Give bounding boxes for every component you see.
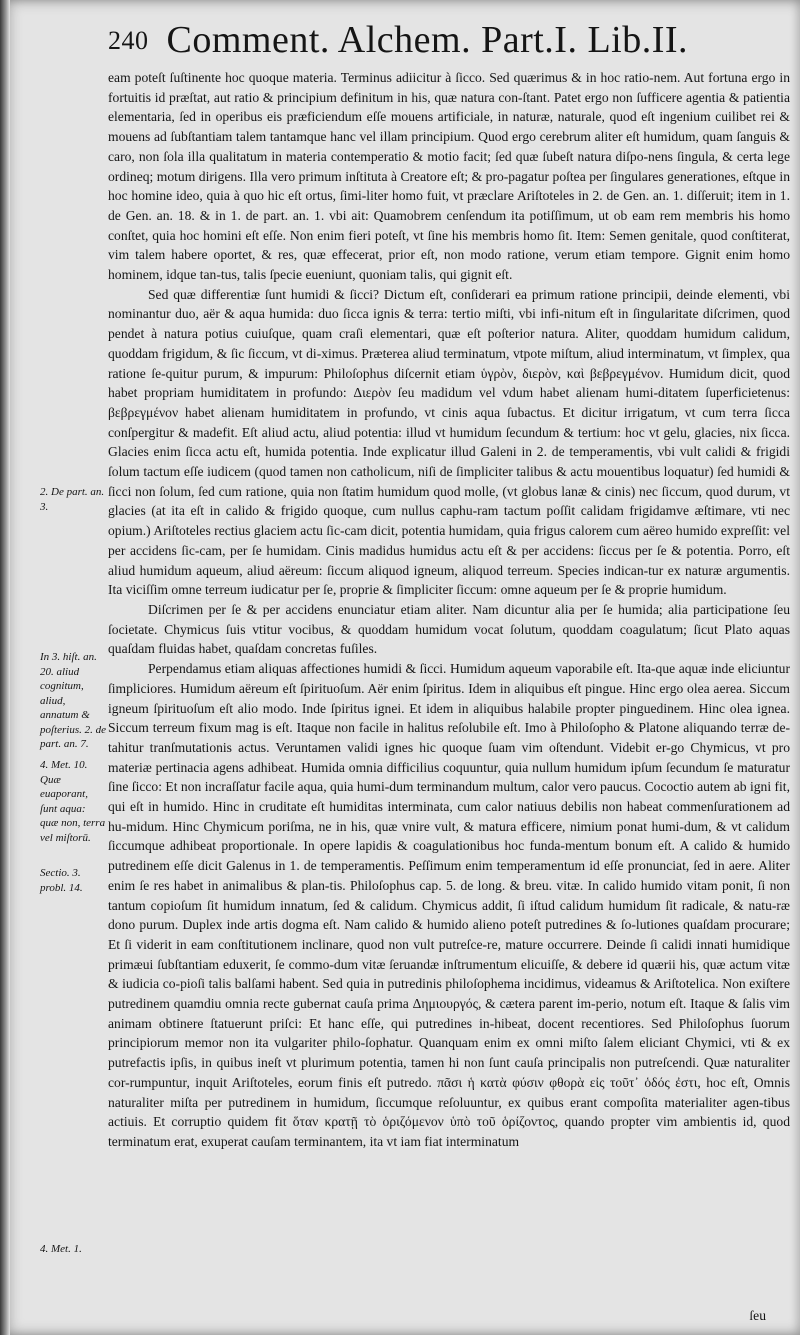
margin-note: In 3. hiſt. an. 20. aliud cognitum, aliud, annatum & poſterius. 2. de part. an. 7.	[40, 651, 106, 750]
margin-note: Sectio. 3. probl. 14.	[40, 867, 83, 894]
margin-note: 2. De part. an. 3.	[40, 486, 105, 513]
paragraph-4: Perpendamus etiam aliquas affectiones humidi & ſicci. Humidum aqueum vaporabile eſt. Ita-que aquæ inde eliciuntur ſimpliciores. Humidum aëreum eſt ſpirituoſum. Aër enim ſpiritus. Idem in aliquibus eſt pingue. Hinc ergo olea aerea. Siccum igneum ſpirituoſum eſt alio modo. Inde ſpiritus ignei. Et idem in aliquibus halabile propter pinguedinem. Hinc olea ignea. Siccum terreum fixum mag is eſt. Itaque non facile in halitus reſolubile eſt. Imo à Philoſopho & Platone aliquando terræ de-tahitur tranſmutationis actus. Veruntamen validi ignes hic quoque ſuam vim oſtendunt. Videbit er-go Chymicus, vt pro materiæ pertinacia agens adhibeat. Humida omnia difficilius coquuntur, quia nullum humidum ipſum ſecundum ſe maturatur ſine ſicco: Et non incraſſatur facile aqua, quia humi-dum terminandum multum, calor vero paucus. Cococtio autem ab igni fit, qui eſt in humido. Hinc in cruditate eſt humiditas interminata, cum calor natiuus debilis non habeat commenſurationem ad hu-midum. Hinc Chymicum poriſma, ne in his, quæ vnire vult, & matura efficere, nimium ponat humi-dum, & vt calidum ſiccumque adhibeat proportionale. In opere lapidis & coagulationibus hoc funda-mentum bonum eſt. A calido & humido putredinem eſſe dicit Galenus in 1. de temperamentis. Peſſimum enim temperamentum id eſſe pronunciat, ſed in aere. Aliter enim ſe res habet in animalibus & plan-tis. Philoſophus cap. 5. de long. & breu. vitæ. In calido humido vitam ponit, ſi non tantum copioſum ſit humidum innatum, ſed & calidum. Chymicus addit, ſi iſtud calidum humidum ſit radicale, & natu-ræ dono purum. Duplex inde artis dogma eſt. Nam calido & humido alieno poteſt putredines & ſo-lutiones quaſdam procurare; Et ſi viderit in eam conſtitutionem inclinare, quod non vult putreſce-re, mature occurrere. Deinde ſi calidi innati humidique primæui ſubſtantiam eduxerit, ſe commo-dum vitæ ſeruandæ inſtrumentum elicuiſſe, & debere id quærii his, quæ actum vitæ & iudicia co-pioſi talis balſami habent. Sed quia in putredinis philoſophema incidimus, videamus & Ariſtotelica. Non exiſtere putredinem quamdiu omnia recte gubernat cauſa prima Δημιουργός, & cætera parent im-perio, notum eſt. Itaque & ſalis vim animam obtinere ſtatuerunt priſci: Et hanc eſſe, qui putredines in-hibeat, docent recentiores. Sed Philoſophus ſuorum principiorum memor non ita vulgariter philo-ſophatur. Quanquam enim ex omni miſto ſalem eliciant Chymici, vti & ex putrefactis ipſis, in quibus ineſt vt plurimum potentia, tamen hi non ſunt cauſa principalis non putreſcendi. Quæ naturaliter cor-rumpuntur, inquit Ariſtoteles, eorum finis eſt putredo. πᾶσι ἡ κατὰ φύσιν φθορὰ εἰς τοῦτ᾽ ὁδός ἐστι, hoc eſt, Omnis naturaliter miſta per putredinem in humidum, ſiccumque reſoluuntur, ex quibus erant compoſita materialiter agen-tibus actiuis. Et corruptio quidem fit ὅταν κρατῇ τὸ ὁριζόμενον ὑπὸ τοῦ ὁρίζοντος, quando propter vim ambientis id, quod terminatum erat, exuperat cauſam terminantem, ita vt iam fiat interminatum	[108, 661, 790, 1149]
paragraph-3: Diſcrimen per ſe & per accidens enunciatur etiam aliter. Nam dicuntur alia per ſe humida; alia participatione ſeu ſocietate. Chymicus ſuis vtitur vocibus, & quoddam humidum vocat ſolutum, quoddam coagulatum; ſicut Plato aquas quaſdam fluidas habet, quaſdam concretas fuſiles.	[108, 601, 790, 657]
running-header	[108, 18, 788, 64]
paragraph-2: Sed quæ differentiæ ſunt humidi & ſicci? Dictum eſt, conſiderari ea primum ratione principii, deinde elementi, vbi nominantur duo, aër & aqua humida: duo ſicca ignis & terra: tertio miſti, vbi infi-nitum eſt in ſingularitate diſcrimen, quod pendet à natura potius cuiuſque, quam craſi elementari, quæ eſt poſterior natura. Aliter, quoddam humidum calidum, quoddam frigidum, & ſic ſiccum, vt di-ximus. Præterea aliud terminatum, vtpote miſtum, aliud interminatum, vt ſimplex, qua ratione ſe-quitur purum, & impurum: Philoſophus diſcernit etiam ὑγρὸν, διερὸν, καὶ βεβρεγμένον. Humidum dicit, quod habet propriam humiditatem in profundo: Διερὸν ſeu madidum vel vdum habet alienam humi-ditatem ſuperficietenus: βεβρεγμένον habet alienam humiditatem in profundo, vt cinis aqua ſubactus. Et dicitur irrigatum, vt cum terra ſicca conſpergitur & madefit. Eſt aliud actu, aliud potentia: illud vt humidum ſecundum & tertium: hoc vt gelu, glacies, nix ſicca. Glacies enim ſicca actu eſt, humida potentia. Inde explicatur illud Galeni in 2. de temperamentis, vbi vult calidi & frigidi ſolum tactum eſſe iudicem (quod tamen non catholicum, niſi de ſimpliciter talibus & actu mouentibus loquatur) ſed humidi & ſicci non ſolum, ſed cum ratione, quia non ſtatim humidum quod molle, (vt globus lanæ & cinis) nec ſiccum, quod durum, vt glacies (at ita eſt in calido & frigido quoque, cum nullus caphu-ram tactum poſſit calidam frigidamve æſtimare, vti nec opium.) Ariſtoteles rectius glaciem actu ſic-cam dicit, potentia humidam, quia frigus calorem cum aëreo humido expreſſit: vel per accidens ſic-cam, per ſe humidam. Cinis madidus humidus actu eſt & per accidens: ſiccus per ſe & potentia. Porro, eſt aliud humidum aqueum, aliud aëreum: ſiccum aliquod igneum, aliquod terreum. Species indican-tur ex naturæ argumentis. Ita viciſſim omne terreum iudicatur per ſe, proprie & ſimpliciter ſiccum: omne aqueum per ſe & proprie humidum.	[108, 286, 790, 598]
running-title: Comment. Alchem. Part.I. Lib.II.	[166, 19, 689, 61]
paragraph-1: eam poteſt ſuſtinente hoc quoque materia. Terminus adiicitur à ſicco. Sed quærimus & in hoc ratio-nem. Aut fortuna ergo in fortuitis id præſtat, aut ratio & principium definitum in his, quæ natura con-ſtant. Patet ergo non ſufficere agentia & patientia elementaria, ſed in operibus eis præficiendum eſſe mouens artificiale, in naturæ, naturale, quod eſt ingenium cuilibet rei & mouens ad ſubſtantiam talem tantamque hanc vel illam principium. Quod ergo cerebrum aliter eſt humidum, quam ſanguis & caro, non ſola illa qualitatum in materia contemperatio & motio facit; ſed quæ ſubeſt natura diſpo-nens ſingula, & certa lege ordineq; motum dirigens. Illa vero primum inſtituta à Creatore eſt; & pro-pagatur poſtea per ſingulares generationes, eſtque in hoc homine ideo, quia à quo hic eſt ortus, ſimi-liter homo fuit, vt præclare Ariſtoteles in 2. de Gen. an. 1. diſſeruit; item in 1. de Gen. an. 18. & in 1. de part. an. 1. vbi ait: Quamobrem cenſendum ita potiſſimum, ut ob eam rem membris his homo conſtet, quia hoc homini eſt eſſe. Non enim fieri poteſt, vt ſine his membris homo ſit. Item: Semen genitale, quod conſtiterat, vim talem habere oportet, & res, quæ effecerat, prior eſt, non modo ratione, verum etiam tempore. Gignit enim homo hominem, idque tan-tus, talis ſpecie eueniunt, quoniam talis, qui gignit eſt.	[108, 70, 790, 283]
page-number: 240	[108, 26, 149, 55]
binding-gutter	[0, 0, 10, 1335]
margin-note: 4. Met. 1.	[40, 1243, 82, 1255]
margin-note: 4. Met. 10. Quæ euaporant, ſunt aqua: quæ non, terra vel miſtorū.	[40, 759, 106, 844]
catchword: ſeu	[749, 1308, 766, 1323]
main-text	[108, 68, 790, 1152]
